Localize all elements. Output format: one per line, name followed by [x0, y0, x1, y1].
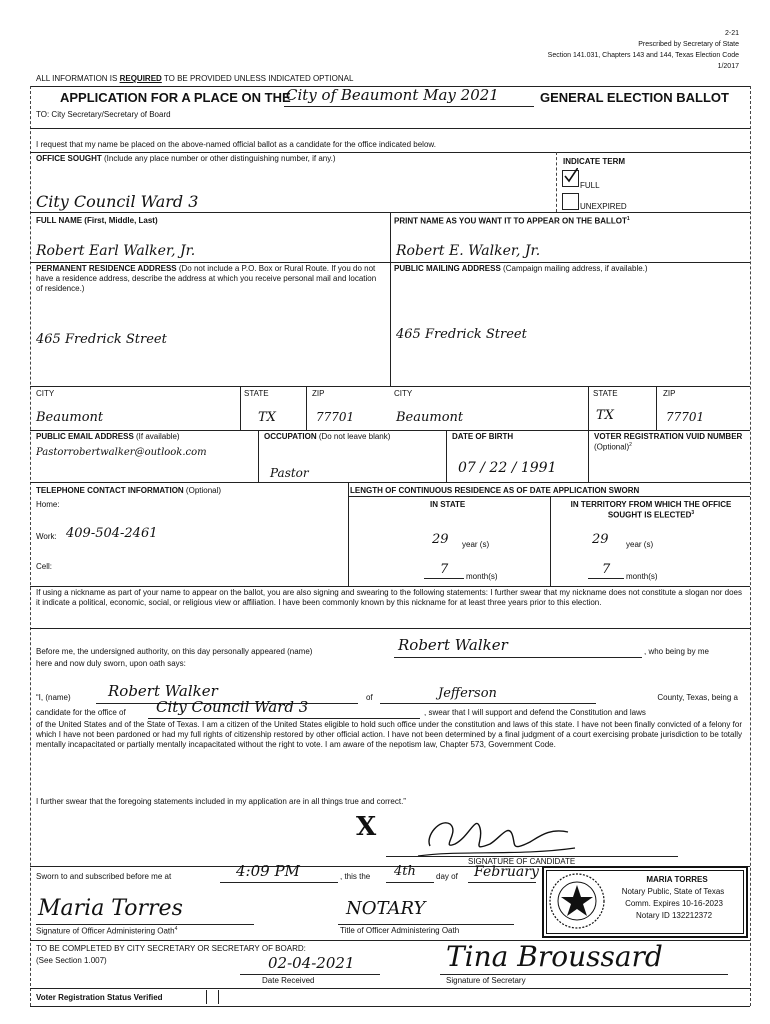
state-label: STATE: [244, 389, 269, 398]
state-label-2: STATE: [593, 389, 618, 398]
form-title-suffix: GENERAL ELECTION BALLOT: [540, 90, 729, 105]
full-name-value: Robert Earl Walker, Jr.: [36, 243, 196, 259]
state-years-unit: year (s): [462, 540, 490, 549]
officer-signature-label: Signature of Officer Administering Oath$^4$: [36, 926, 178, 936]
email-label: PUBLIC EMAIL ADDRESS (If available): [36, 432, 180, 441]
notary-expires: Comm. Expires 10-16-2023: [625, 899, 723, 908]
territory-months-unit: month(s): [626, 572, 658, 581]
checkmark-icon: [563, 168, 578, 183]
territory-months-value: 7: [602, 562, 611, 577]
mailing-address-value: 465 Fredrick Street: [396, 327, 527, 342]
secretary-section: (See Section 1.007): [36, 956, 107, 965]
before-me-text: Before me, the undersigned authority, on this day personally appeared (name): [36, 647, 313, 656]
residence-length-label: LENGTH OF CONTINUOUS RESIDENCE AS OF DATE APPLICATION SWORN: [350, 486, 640, 495]
zip-value: 77701: [316, 410, 355, 424]
state-years-value: 29: [432, 532, 449, 547]
city-value-2: Beaumont: [396, 410, 464, 425]
appeared-name-value: Robert Walker: [398, 636, 508, 654]
texas-star-seal-icon: [548, 872, 606, 930]
unexpired-term-label: UNEXPIRED: [580, 202, 627, 211]
further-swear: I further swear that the foregoing statements included in my application are in all things true and correct.”: [36, 797, 406, 806]
candidate-office-suffix: , swear that I will support and defend the Constitution and laws: [424, 708, 646, 717]
full-term-checkbox[interactable]: [562, 170, 579, 187]
sworn-upon-oath: here and now duly sworn, upon oath says:: [36, 659, 186, 668]
territory-years-value: 29: [592, 532, 609, 547]
office-sought-value: City Council Ward 3: [36, 192, 199, 211]
notary-name: MARIA TORRES: [646, 875, 708, 884]
candidate-office-prefix: candidate for the office of: [36, 708, 126, 717]
zip-label: ZIP: [312, 389, 325, 398]
city-label-2: CITY: [394, 389, 413, 398]
home-phone-label: Home:: [36, 500, 60, 509]
notary-id: Notary ID 132212372: [635, 911, 713, 920]
sworn-time-value: 4:09 PM: [236, 862, 300, 880]
of-label: of: [366, 693, 373, 702]
sworn-day-of: day of: [436, 872, 458, 881]
nickname-statement: If using a nickname as part of your name to appear on the ballot, you are also signing and swearing to the following statements: I further swear that my nickname does not constitute a slogan nor does it indicate a political, economic, social, or religious view or affiliation. I have been commonly known by this nickname for at least three years prior to this election.: [36, 588, 742, 607]
in-territory-label: IN TERRITORY FROM WHICH THE OFFICE SOUGHT IS ELECTED$^3$: [570, 500, 732, 521]
work-phone-label: Work:: [36, 532, 57, 541]
dob-value: 07 / 22 / 1991: [458, 460, 557, 476]
vuid-label: VOTER REGISTRATION VUID NUMBER (Optional)$^2$: [594, 432, 743, 452]
dob-label: DATE OF BIRTH: [452, 432, 514, 441]
signature-x-mark: X: [356, 812, 377, 842]
ballot-name-value: Robert E. Walker, Jr.: [396, 243, 541, 259]
state-value-2: TX: [596, 408, 614, 423]
oath-body: of the United States and of the State of Texas. I am a citizen of the United States eligible to hold such office under the constitution and laws of this state. I have not been finally convicted of a felony for which I have not been pardoned or had my full rights of citizenship restored by other official action. I have not been determined by a final judgment of a court exercising probate jurisdiction to be totally mentally incapacitated or partially mentally incapacitated without the right to vote. I am aware of the nepotism law, Chapter 573, Government Code.: [36, 720, 742, 749]
city-value: Beaumont: [36, 410, 104, 425]
sworn-this-the: , this the: [340, 872, 371, 881]
sworn-month-value: February: [474, 864, 539, 880]
date-received-value: 02-04-2021: [268, 954, 355, 972]
form-title-prefix: APPLICATION FOR A PLACE ON THE: [60, 90, 291, 105]
sworn-prefix: Sworn to and subscribed before me at: [36, 872, 172, 881]
full-term-label: FULL: [580, 181, 600, 190]
territory-years-unit: year (s): [626, 540, 654, 549]
email-value: Pastorrobertwalker@outlook.com: [36, 447, 207, 458]
office-label: OFFICE SOUGHT (Include any place number or other distinguishing number, if any.): [36, 154, 336, 163]
sworn-day-value: 4th: [394, 864, 416, 879]
statute-section: Section 141.031, Chapters 143 and 144, Texas Election Code: [547, 52, 739, 59]
required-notice: ALL INFORMATION IS REQUIRED TO BE PROVIDED UNLESS INDICATED OPTIONAL: [36, 74, 354, 83]
officer-title-label: Title of Officer Administering Oath: [340, 926, 460, 935]
cell-phone-label: Cell:: [36, 562, 53, 571]
occupation-value: Pastor: [270, 466, 309, 480]
candidate-office-value: City Council Ward 3: [156, 698, 309, 716]
form-date: 1/2017: [717, 63, 739, 70]
form-number: 2-21: [724, 30, 739, 37]
notary-state: Notary Public, State of Texas: [621, 887, 725, 896]
officer-signature-value: Maria Torres: [38, 896, 183, 921]
mailing-address-label: PUBLIC MAILING ADDRESS (Campaign mailing address, if available.): [394, 264, 648, 273]
zip-value-2: 77701: [666, 410, 705, 424]
permanent-address-value: 465 Fredrick Street: [36, 332, 167, 347]
unexpired-term-checkbox[interactable]: [562, 193, 579, 210]
officer-title-value: NOTARY: [346, 898, 426, 919]
city-label: CITY: [36, 389, 55, 398]
work-phone-value: 409-504-2461: [66, 526, 158, 541]
state-months-value: 7: [440, 562, 449, 577]
i-name-prefix: “I, (name): [36, 693, 71, 702]
county-value: Jefferson: [438, 686, 497, 701]
zip-label-2: ZIP: [663, 389, 676, 398]
request-statement: I request that my name be placed on the above-named official ballot as a candidate for the office indicated below.: [36, 140, 436, 149]
occupation-label: OCCUPATION (Do not leave blank): [264, 432, 391, 441]
state-value: TX: [258, 410, 276, 425]
i-name-value: Robert Walker: [108, 682, 218, 700]
addressee: TO: City Secretary/Secretary of Board: [36, 110, 171, 119]
county-suffix: County, Texas, being a: [657, 693, 738, 702]
state-months-unit: month(s): [466, 572, 498, 581]
candidate-signature-label: SIGNATURE OF CANDIDATE: [468, 857, 576, 866]
secretary-signature-label: Signature of Secretary: [446, 976, 526, 985]
in-state-label: IN STATE: [430, 500, 466, 509]
notary-seal: [542, 866, 748, 938]
secretary-completed-label: TO BE COMPLETED BY CITY SECRETARY OR SECRETARY OF BOARD:: [36, 944, 306, 953]
full-name-label: FULL NAME (First, Middle, Last): [36, 216, 158, 225]
ballot-name-label: PRINT NAME AS YOU WANT IT TO APPEAR ON THE BALLOT$^1$: [394, 216, 630, 226]
phone-label: TELEPHONE CONTACT INFORMATION (Optional): [36, 486, 222, 495]
election-name: City of Beaumont May 2021: [286, 86, 499, 104]
secretary-signature-value: Tina Broussard: [446, 940, 663, 973]
voter-status-label: Voter Registration Status Verified: [36, 993, 163, 1002]
prescribed-by: Prescribed by Secretary of State: [638, 41, 739, 48]
candidate-signature-icon: [400, 806, 580, 862]
permanent-address-label: PERMANENT RESIDENCE ADDRESS (Do not include a P.O. Box or Rural Route. If you do not have a residence address, describe the address at which you receive personal mail and location of residence.): [36, 264, 377, 293]
term-label: INDICATE TERM: [563, 157, 626, 166]
date-received-label: Date Received: [262, 976, 315, 985]
before-me-suffix: , who being by me: [644, 647, 709, 656]
